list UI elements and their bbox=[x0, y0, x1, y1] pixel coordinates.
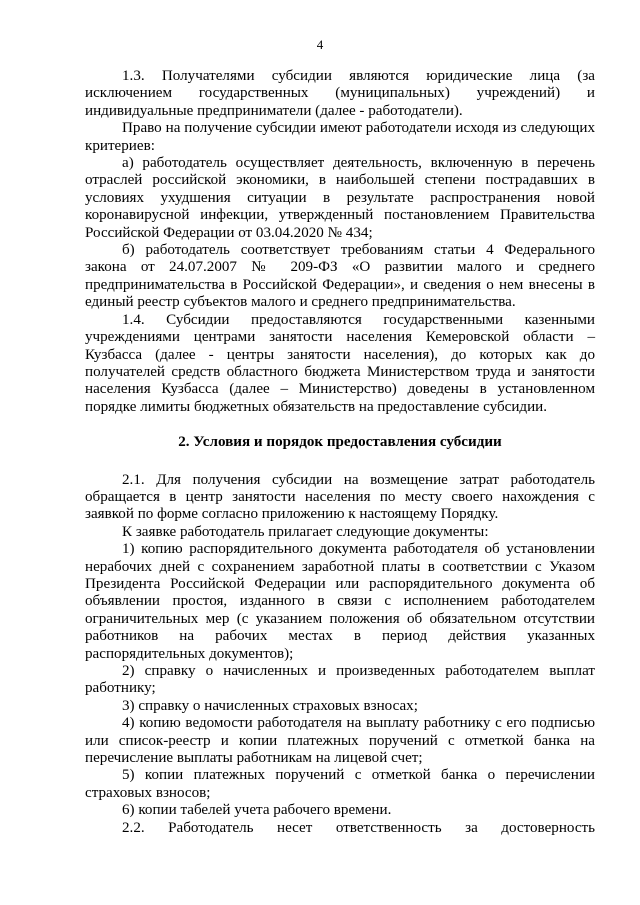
list-item-5: 5) копии платежных поручений с отметкой банка о перечислении страховых взносов; bbox=[85, 767, 595, 801]
paragraph-criterion-b: б) работодатель соответствует требованиям статьи 4 Федерального закона от 24.07.2007 № 209-ФЗ «О развитии малого и среднего предпринимательства в Российской Федерации», и сведения о нем внесены в единый реестр субъектов малого и среднего предпринимательства. bbox=[85, 242, 595, 311]
list-item-4: 4) копию ведомости работодателя на выплату работнику с его подписью или список-реестр и копии платежных поручений с отметкой банка на перечисление выплаты работникам на лицевой счет; bbox=[85, 715, 595, 767]
paragraph-2-1: 2.1. Для получения субсидии на возмещение затрат работодатель обращается в центр занятости населения по месту своего нахождения с заявкой по форме согласно приложению к настоящему Порядку. bbox=[85, 471, 595, 523]
page-number: 4 bbox=[316, 37, 324, 52]
list-item-3: 3) справку о начисленных страховых взносах; bbox=[122, 697, 418, 714]
paragraph-1-4: 1.4. Субсидии предоставляются государственными казенными учреждениями центрами занятости населения Кемеровской области – Кузбасса (далее - центры занятости населения), до которых как до получателей средств областного бюджета Министерством труда и занятости населения Кузбасса (далее – Министерство) доведены в установленном порядке лимиты бюджетных обязательств на предоставление субсидии. bbox=[85, 311, 595, 415]
list-item-1: 1) копию распорядительного документа работодателя об установлении нерабочих дней с сохранением заработной платы в соответствии с Указом Президента Российской Федерации или распорядительного документа об объявлении простоя, изданного в связи с исполнением работодателем ограничительных мер (с указанием положения об обязательном отсутствии работников на рабочих местах в период действия указанных распорядительных документов); bbox=[85, 541, 595, 662]
list-item-2: 2) справку о начисленных и произведенных работодателем выплат работнику; bbox=[85, 663, 595, 697]
paragraph-criterion-a: а) работодатель осуществляет деятельность, включенную в перечень отраслей российской экономики, в наибольшей степени пострадавших в условиях ухудшения ситуации в результате распространения новой коронавирусной инфекции, утвержденный постановлением Правительства Российской Федерации от 03.04.2020 № 434; bbox=[85, 155, 595, 241]
list-item-6: 6) копии табелей учета рабочего времени. bbox=[122, 802, 392, 819]
section-2-heading: 2. Условия и порядок предоставления субсидии bbox=[178, 434, 502, 451]
page-content bbox=[85, 68, 595, 837]
paragraph-documents-intro: К заявке работодатель прилагает следующие документы: bbox=[122, 523, 489, 540]
paragraph-2-2: 2.2. Работодатель несет ответственность за достоверность bbox=[122, 819, 595, 836]
paragraph-1-3: 1.3. Получателями субсидии являются юридические лица (за исключением государственных (муниципальных) учреждений) и индивидуальные предприниматели (далее - работодатели). bbox=[85, 68, 595, 119]
paragraph-right-to-subsidy: Право на получение субсидии имеют работодатели исходя из следующих критериев: bbox=[85, 120, 595, 154]
